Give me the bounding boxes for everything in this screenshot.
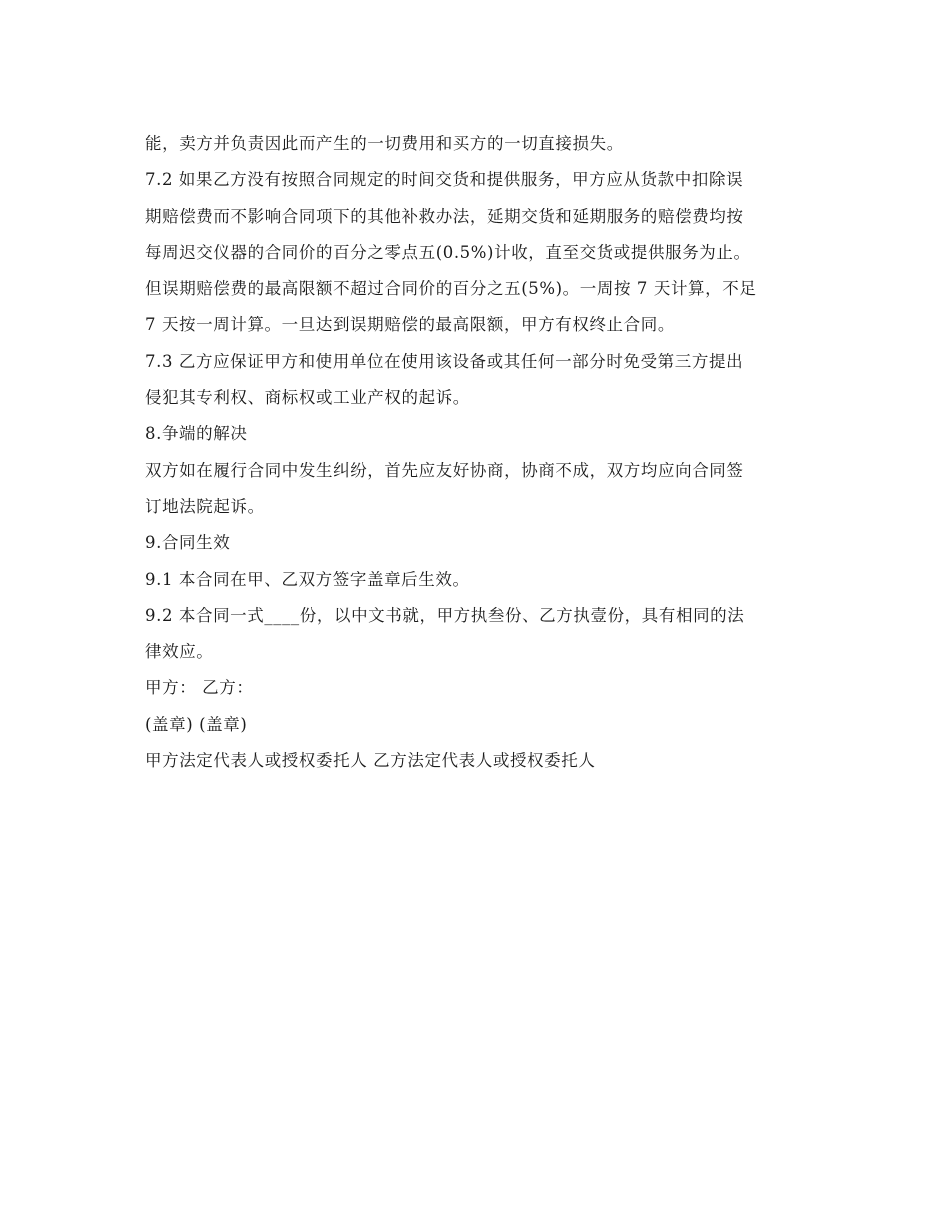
signature-seals: (盖章) (盖章) [145, 714, 248, 734]
text-line: 9.1 本合同在甲、乙双方签字盖章后生效。 [145, 569, 470, 589]
text-line: 9.2 本合同一式____份，以中文书就，甲方执叁份、乙方执壹份，具有相同的法 [145, 605, 745, 625]
text-line: 但误期赔偿费的最高限额不超过合同价的百分之五(5%)。一周按 7 天计算，不足 [145, 279, 757, 299]
signature-representatives: 甲方法定代表人或授权委托人 乙方法定代表人或授权委托人 [145, 751, 596, 771]
section-heading: 8.争端的解决 [145, 424, 248, 444]
text-line: 7.2 如果乙方没有按照合同规定的时间交货和提供服务，甲方应从货款中扣除误 [145, 170, 744, 190]
text-line: 7.3 乙方应保证甲方和使用单位在使用该设备或其任何一部分时免受第三方提出 [145, 351, 744, 371]
text-line: 能，卖方并负责因此而产生的一切费用和买方的一切直接损失。 [145, 134, 624, 153]
text-line: 期赔偿费而不影响合同项下的其他补救办法，延期交货和延期服务的赔偿费均按 [145, 206, 744, 226]
signature-parties: 甲方： 乙方： [145, 678, 254, 698]
text-line: 每周迟交仪器的合同价的百分之零点五(0.5%)计收，直至交货或提供服务为止。 [145, 242, 751, 262]
text-line: 律效应。 [145, 642, 214, 662]
section-heading: 9.合同生效 [145, 533, 231, 553]
text-line: 订地法院起诉。 [145, 496, 265, 516]
text-line: 7 天按一周计算。一旦达到误期赔偿的最高限额，甲方有权终止合同。 [145, 315, 675, 335]
document-body [145, 126, 805, 779]
text-line: 侵犯其专利权、商标权或工业产权的起诉。 [145, 388, 470, 408]
text-line: 双方如在履行合同中发生纠纷，首先应友好协商，协商不成，双方均应向合同签 [145, 460, 744, 480]
